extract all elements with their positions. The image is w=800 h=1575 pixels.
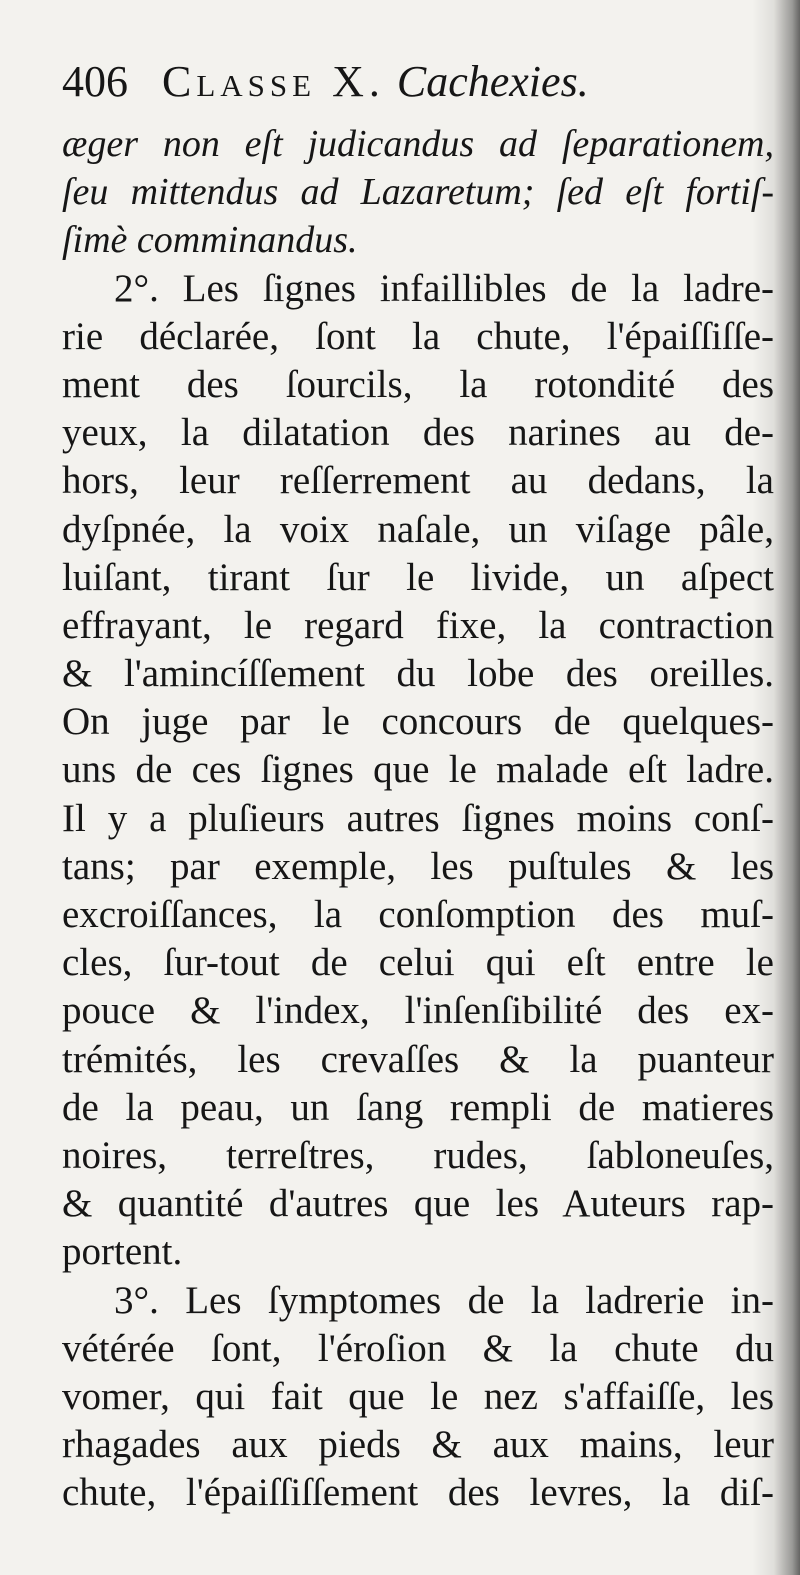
text-line: æger non eſt judicandus ad ſeparationem, xyxy=(62,123,774,165)
page-number: 406 xyxy=(62,57,128,106)
text-line: ſeu mittendus ad Lazaretum; ſed eſt fortiſ- xyxy=(62,171,774,214)
text-line: uns de ces ſignes que le malade eſt ladre. xyxy=(62,748,774,792)
body-text xyxy=(62,120,774,1517)
text-line: 2°. Les ſignes infaillibles de la ladre- xyxy=(114,266,774,310)
running-header xyxy=(62,52,782,112)
text-line: cles, ſur-tout de celui qui eſt entre le xyxy=(62,941,774,985)
text-line: effrayant, le regard fixe, la contraction xyxy=(62,603,774,647)
text-line: luiſant, tirant ſur le livide, un aſpect xyxy=(62,555,774,599)
class-title: Classe X. xyxy=(162,57,385,106)
text-line: noires, terreſtres, rudes, ſabloneuſes, xyxy=(62,1133,774,1177)
page-edge-shadow xyxy=(774,0,800,1575)
text-line: yeux, la dilatation des narines au de- xyxy=(62,411,774,455)
text-line: rie déclarée, ſont la chute, l'épaiſſiſſe- xyxy=(62,314,774,358)
text-line: tans; par exemple, les puſtules & les xyxy=(62,844,774,888)
text-line: trémités, les crevaſſes & la puanteur xyxy=(62,1037,774,1081)
text-line: chute, l'épaiſſiſſement des levres, la diſ- xyxy=(62,1471,774,1515)
text-line: excroiſſances, la conſomption des muſ- xyxy=(62,893,774,936)
text-line: & l'amincíſſement du lobe des oreilles. xyxy=(62,652,774,696)
text-line: de la peau, un ſang rempli de matieres xyxy=(62,1085,774,1129)
running-title: Cachexies. xyxy=(396,57,589,106)
text-line: Il y a pluſieurs autres ſignes moins conſ- xyxy=(62,796,774,840)
text-line: ment des ſourcils, la rotondité des xyxy=(62,362,774,406)
text-line: ſimè comminandus. xyxy=(62,219,358,262)
text-line: 3°. Les ſymptomes de la ladrerie in- xyxy=(114,1278,774,1322)
text-line: & quantité d'autres que les Auteurs rap- xyxy=(62,1182,774,1226)
text-line: vomer, qui fait que le nez s'affaiſſe, les xyxy=(62,1374,774,1418)
text-line: On juge par le concours de quelques- xyxy=(62,700,774,744)
text-line: pouce & l'index, l'inſenſibilité des ex- xyxy=(62,989,774,1033)
text-line: dyſpnée, la voix naſale, un viſage pâle, xyxy=(62,507,774,551)
text-line: hors, leur reſſerrement au dedans, la xyxy=(62,459,774,503)
text-line: rhagades aux pieds & aux mains, leur xyxy=(62,1423,774,1467)
text-line: vétérée ſont, l'éroſion & la chute du xyxy=(62,1326,774,1370)
text-line: portent. xyxy=(62,1230,183,1274)
